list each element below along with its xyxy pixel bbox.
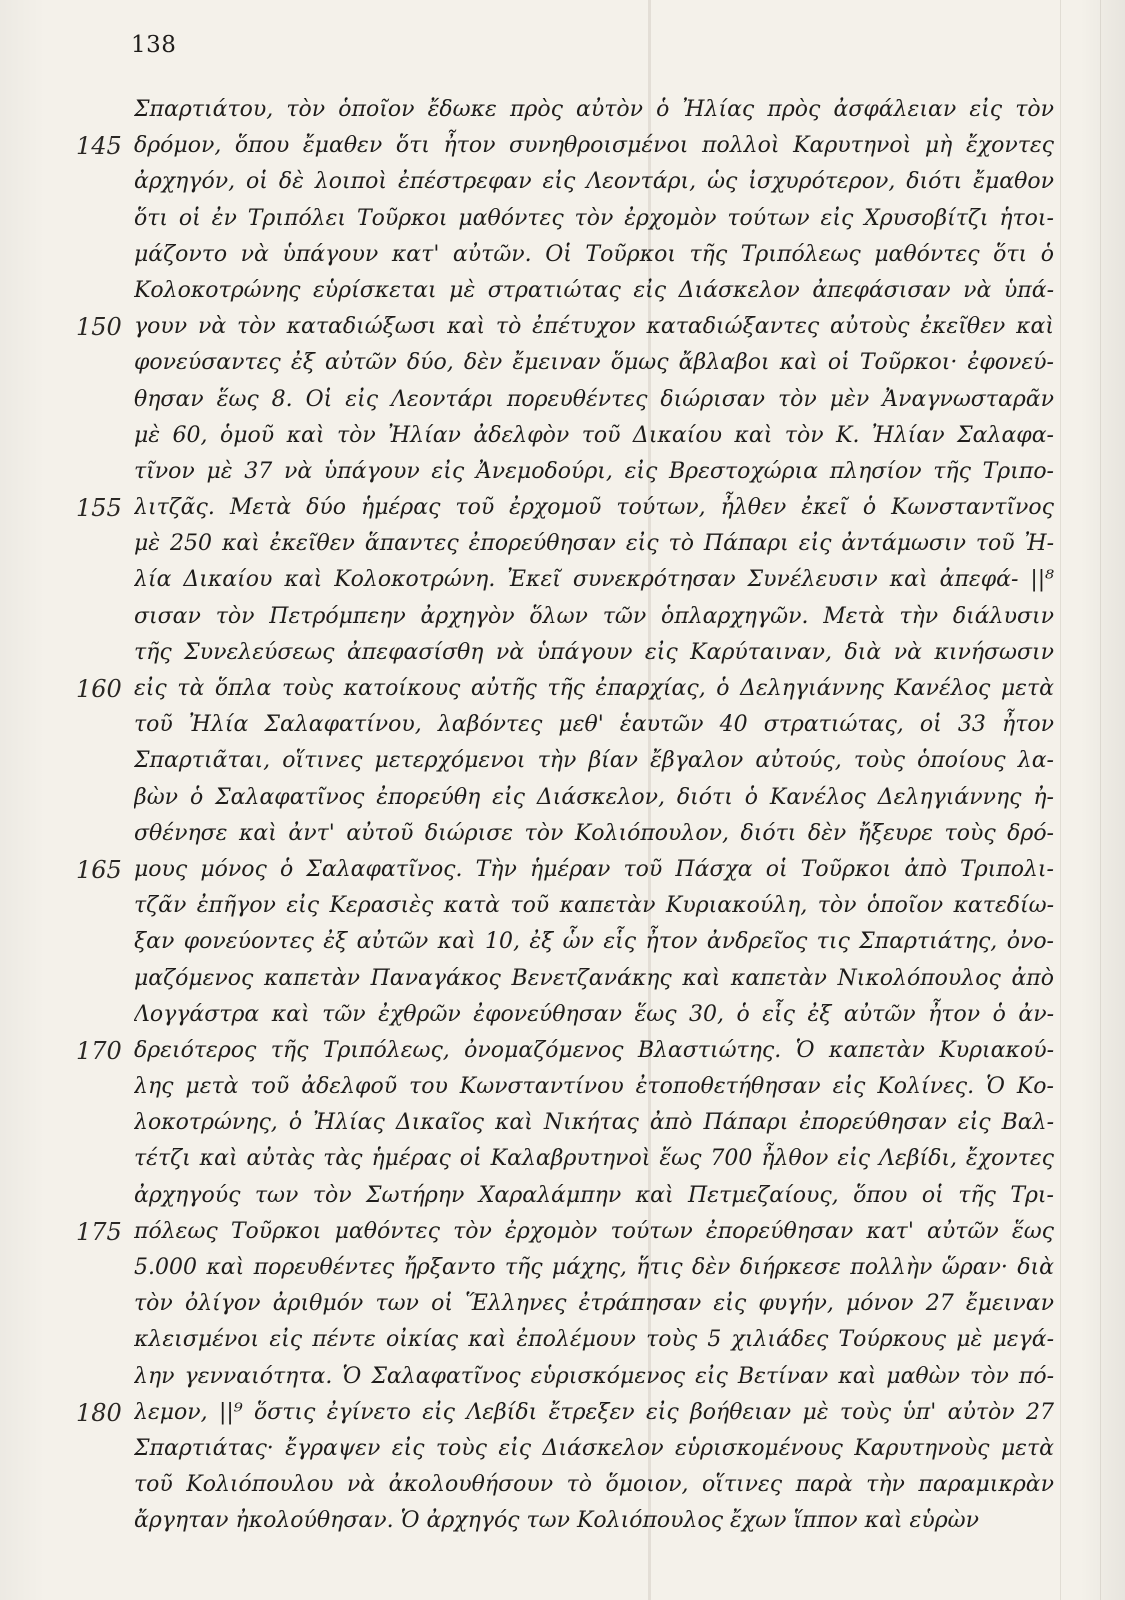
text-line bbox=[0, 1359, 1125, 1395]
line-text: μὲ 60, ὁμοῦ καὶ τὸν Ἠλίαν ἀδελφὸν τοῦ Δικαίου καὶ τὸν Κ. Ἠλίαν Σαλαφα- bbox=[134, 422, 1054, 448]
line-number: 160 bbox=[76, 675, 122, 703]
text-line bbox=[0, 1322, 1125, 1358]
text-line bbox=[0, 1250, 1125, 1286]
text-line bbox=[0, 1105, 1125, 1141]
line-text: τοῦ Κολιόπουλου νὰ ἀκολουθήσουν τὸ ὅμοιον, οἵτινες παρὰ τὴν παραμικρὰν bbox=[134, 1472, 1054, 1498]
line-number: 165 bbox=[76, 855, 122, 884]
line-number: 145 bbox=[76, 132, 122, 161]
text-line bbox=[0, 1431, 1125, 1467]
line-number: 170 bbox=[76, 1036, 122, 1065]
line-text: πόλεως Τοῦρκοι μαθόντες τὸν ἐρχομὸν τούτων ἐπορεύθησαν κατ' αὐτῶν ἕως bbox=[134, 1218, 1054, 1244]
line-text: τὸν ὀλίγον ἀριθμόν των οἱ Ἕλληνες ἐτράπησαν εἰς φυγήν, μόνον 27 ἔμειναν bbox=[134, 1291, 1054, 1317]
line-text: 5.000 καὶ πορευθέντες ἤρξαντο τῆς μάχης, ἥτις δὲν διήρκεσε πολλὴν ὥραν· διὰ bbox=[134, 1255, 1054, 1280]
text-line bbox=[0, 1178, 1125, 1214]
line-text: Σπαρτιᾶται, οἵτινες μετερχόμενοι τὴν βίαν ἔβγαλον αὐτούς, τοὺς ὁποίους λα- bbox=[134, 748, 1054, 774]
text-line bbox=[0, 1033, 1125, 1069]
line-text: τζᾶν ἐπῆγον εἰς Κερασιὲς κατὰ τοῦ καπετὰν Κυριακούλη, τὸν ὁποῖον κατεδίω- bbox=[134, 893, 1054, 919]
text-line bbox=[0, 816, 1125, 852]
line-text: λοκοτρώνης, ὁ Ἠλίας Δικαῖος καὶ Νικήτας ἀπὸ Πάπαρι ἐπορεύθησαν εἰς Βαλ- bbox=[134, 1110, 1054, 1136]
text-line bbox=[0, 1214, 1125, 1250]
line-text: ὅτι οἱ ἐν Τριπόλει Τοῦρκοι μαθόντες τὸν ἐρχομὸν τούτων εἰς Χρυσοβίτζι ἡτοι- bbox=[134, 205, 1054, 231]
line-text: βὼν ὁ Σαλαφατῖνος ἐπορεύθη εἰς Διάσκελον, διότι ὁ Κανέλος Δεληγιάννης ἠ- bbox=[134, 784, 1054, 810]
page-number: 138 bbox=[131, 32, 177, 58]
line-text: ἄργηταν ἠκολούθησαν. Ὁ ἀρχηγός των Κολιόπουλος ἔχων ἵππον καὶ εὑρὼν bbox=[134, 1508, 979, 1534]
line-text: μὲ 250 καὶ ἐκεῖθεν ἅπαντες ἐπορεύθησαν εἰς τὸ Πάπαρι εἰς ἀντάμωσιν τοῦ Ἠ- bbox=[134, 531, 1054, 557]
line-number: 175 bbox=[76, 1217, 122, 1246]
text-body bbox=[0, 92, 1125, 1540]
line-text: λιτζᾶς. Μετὰ δύο ἡμέρας τοῦ ἐρχομοῦ τούτων, ἦλθεν ἐκεῖ ὁ Κωνσταντῖνος bbox=[134, 495, 1054, 521]
line-text: τῖνον μὲ 37 νὰ ὑπάγουν εἰς Ἀνεμοδούρι, εἰς Βρεστοχώρια πλησίον τῆς Τριπο- bbox=[134, 458, 1054, 484]
line-text: Κολοκοτρώνης εὑρίσκεται μὲ στρατιώτας εἰς Διάσκελον ἀπεφάσισαν νὰ ὑπά- bbox=[134, 277, 1054, 303]
line-text: δρόμον, ὅπου ἔμαθεν ὅτι ἦτον συνηθροισμένοι πολλοὶ Καρυτηνοὶ μὴ ἔχοντες bbox=[134, 133, 1054, 159]
text-line bbox=[0, 92, 1125, 128]
text-line bbox=[0, 526, 1125, 562]
line-text: λης μετὰ τοῦ ἀδελφοῦ του Κωνσταντίνου ἐτοποθετήθησαν εἰς Κολίνες. Ὁ Κο- bbox=[134, 1074, 1054, 1100]
line-text: δρειότερος τῆς Τριπόλεως, ὀνομαζόμενος Βλαστιώτης. Ὁ καπετὰν Κυριακού- bbox=[134, 1037, 1054, 1063]
text-line bbox=[0, 418, 1125, 454]
line-text: Λογγάστρα καὶ τῶν ἐχθρῶν ἐφονεύθησαν ἕως 30, ὁ εἷς ἐξ αὐτῶν ἦτον ὁ ἀν- bbox=[134, 1001, 1054, 1027]
text-line bbox=[0, 780, 1125, 816]
line-text: τοῦ Ἠλία Σαλαφατίνου, λαβόντες μεθ' ἑαυτῶν 40 στρατιώτας, οἱ 33 ἦτον bbox=[134, 712, 1054, 738]
line-text: κλεισμένοι εἰς πέντε οἰκίας καὶ ἐπολέμουν τοὺς 5 χιλιάδες Τούρκους μὲ μεγά- bbox=[134, 1327, 1054, 1353]
line-text: σισαν τὸν Πετρόμπεην ἀρχηγὸν ὅλων τῶν ὁπλαρχηγῶν. Μετὰ τὴν διάλυσιν bbox=[134, 603, 1054, 629]
line-text: θησαν ἕως 8. Οἱ εἰς Λεοντάρι πορευθέντες διώρισαν τὸν μὲν Ἀναγνωσταρᾶν bbox=[134, 386, 1054, 412]
text-line bbox=[0, 454, 1125, 490]
text-line bbox=[0, 888, 1125, 924]
line-number: 155 bbox=[76, 494, 122, 523]
text-line bbox=[0, 924, 1125, 960]
line-text: λία Δικαίου καὶ Κολοκοτρώνη. Ἐκεῖ συνεκρότησαν Συνέλευσιν καὶ ἀπεφά- ||⁸ bbox=[134, 567, 1054, 593]
text-line bbox=[0, 1141, 1125, 1177]
line-text: φονεύσαντες ἐξ αὐτῶν δύο, δὲν ἔμειναν ὅμως ἄβλαβοι καὶ οἱ Τοῦρκοι· ἐφονεύ- bbox=[134, 350, 1054, 376]
text-line bbox=[0, 382, 1125, 418]
text-line bbox=[0, 490, 1125, 526]
line-text: γουν νὰ τὸν καταδιώξωσι καὶ τὸ ἐπέτυχον καταδιώξαντες αὐτοὺς ἐκεῖθεν καὶ bbox=[134, 314, 1054, 340]
text-line bbox=[0, 309, 1125, 345]
text-line bbox=[0, 743, 1125, 779]
line-text: Σπαρτιάτας· ἔγραψεν εἰς τοὺς εἰς Διάσκελον εὑρισκομένους Καρυτηνοὺς μετὰ bbox=[134, 1435, 1054, 1461]
text-line bbox=[0, 237, 1125, 273]
line-text: ἀρχηγόν, οἱ δὲ λοιποὶ ἐπέστρεφαν εἰς Λεοντάρι, ὡς ἰσχυρότερον, διότι ἔμαθον bbox=[134, 169, 1054, 195]
text-line bbox=[0, 164, 1125, 200]
text-line bbox=[0, 1503, 1125, 1539]
line-text: μάζοντο νὰ ὑπάγουν κατ' αὐτῶν. Οἱ Τοῦρκοι τῆς Τριπόλεως μαθόντες ὅτι ὁ bbox=[134, 241, 1054, 267]
line-text: μους μόνος ὁ Σαλαφατῖνος. Τὴν ἡμέραν τοῦ Πάσχα οἱ Τοῦρκοι ἀπὸ Τριπολι- bbox=[134, 856, 1054, 882]
line-text: εἰς τὰ ὅπλα τοὺς κατοίκους αὐτῆς τῆς ἐπαρχίας, ὁ Δεληγιάννης Κανέλος μετὰ bbox=[134, 676, 1054, 701]
text-line bbox=[0, 671, 1125, 707]
text-line bbox=[0, 1395, 1125, 1431]
text-line bbox=[0, 852, 1125, 888]
text-line bbox=[0, 1286, 1125, 1322]
text-line bbox=[0, 997, 1125, 1033]
text-line bbox=[0, 635, 1125, 671]
line-text: λεμον, ||⁹ ὅστις ἐγίνετο εἰς Λεβίδι ἔτρεξεν εἰς βοήθειαν μὲ τοὺς ὑπ' αὐτὸν 27 bbox=[134, 1399, 1054, 1425]
text-line bbox=[0, 345, 1125, 381]
text-line bbox=[0, 1069, 1125, 1105]
line-text: Σπαρτιάτου, τὸν ὁποῖον ἔδωκε πρὸς αὐτὸν ὁ Ἠλίας πρὸς ἀσφάλειαν εἰς τὸν bbox=[134, 97, 1054, 122]
text-line bbox=[0, 562, 1125, 598]
text-line bbox=[0, 128, 1125, 164]
line-number: 150 bbox=[76, 313, 122, 342]
line-text: μαζόμενος καπετὰν Παναγάκος Βενετζανάκης καὶ καπετὰν Νικολόπουλος ἀπὸ bbox=[134, 965, 1054, 991]
text-line bbox=[0, 599, 1125, 635]
text-line bbox=[0, 961, 1125, 997]
text-line bbox=[0, 201, 1125, 237]
text-line bbox=[0, 1467, 1125, 1503]
line-text: ἀρχηγούς των τὸν Σωτήρην Χαραλάμπην καὶ Πετμεζαίους, ὅπου οἱ τῆς Τρι- bbox=[134, 1182, 1054, 1208]
line-text: τῆς Συνελεύσεως ἀπεφασίσθη νὰ ὑπάγουν εἰς Καρύταιναν, διὰ νὰ κινήσωσιν bbox=[134, 639, 1054, 665]
line-text: σθένησε καὶ ἀντ' αὐτοῦ διώρισε τὸν Κολιόπουλον, διότι δὲν ἤξευρε τοὺς δρό- bbox=[134, 820, 1054, 846]
line-text: ξαν φονεύοντες ἐξ αὐτῶν καὶ 10, ἐξ ὧν εἷς ἦτον ἀνδρεῖος τις Σπαρτιάτης, ὀνο- bbox=[134, 929, 1054, 955]
line-text: λην γενναιότητα. Ὁ Σαλαφατῖνος εὑρισκόμενος εἰς Βετίναν καὶ μαθὼν τὸν πό- bbox=[134, 1363, 1054, 1389]
line-number: 180 bbox=[76, 1398, 122, 1427]
text-line bbox=[0, 273, 1125, 309]
line-text: τέτζι καὶ αὐτὰς τὰς ἡμέρας οἱ Καλαβρυτηνοὶ ἕως 700 ἦλθον εἰς Λεβίδι, ἔχοντες bbox=[134, 1146, 1054, 1172]
text-line bbox=[0, 707, 1125, 743]
